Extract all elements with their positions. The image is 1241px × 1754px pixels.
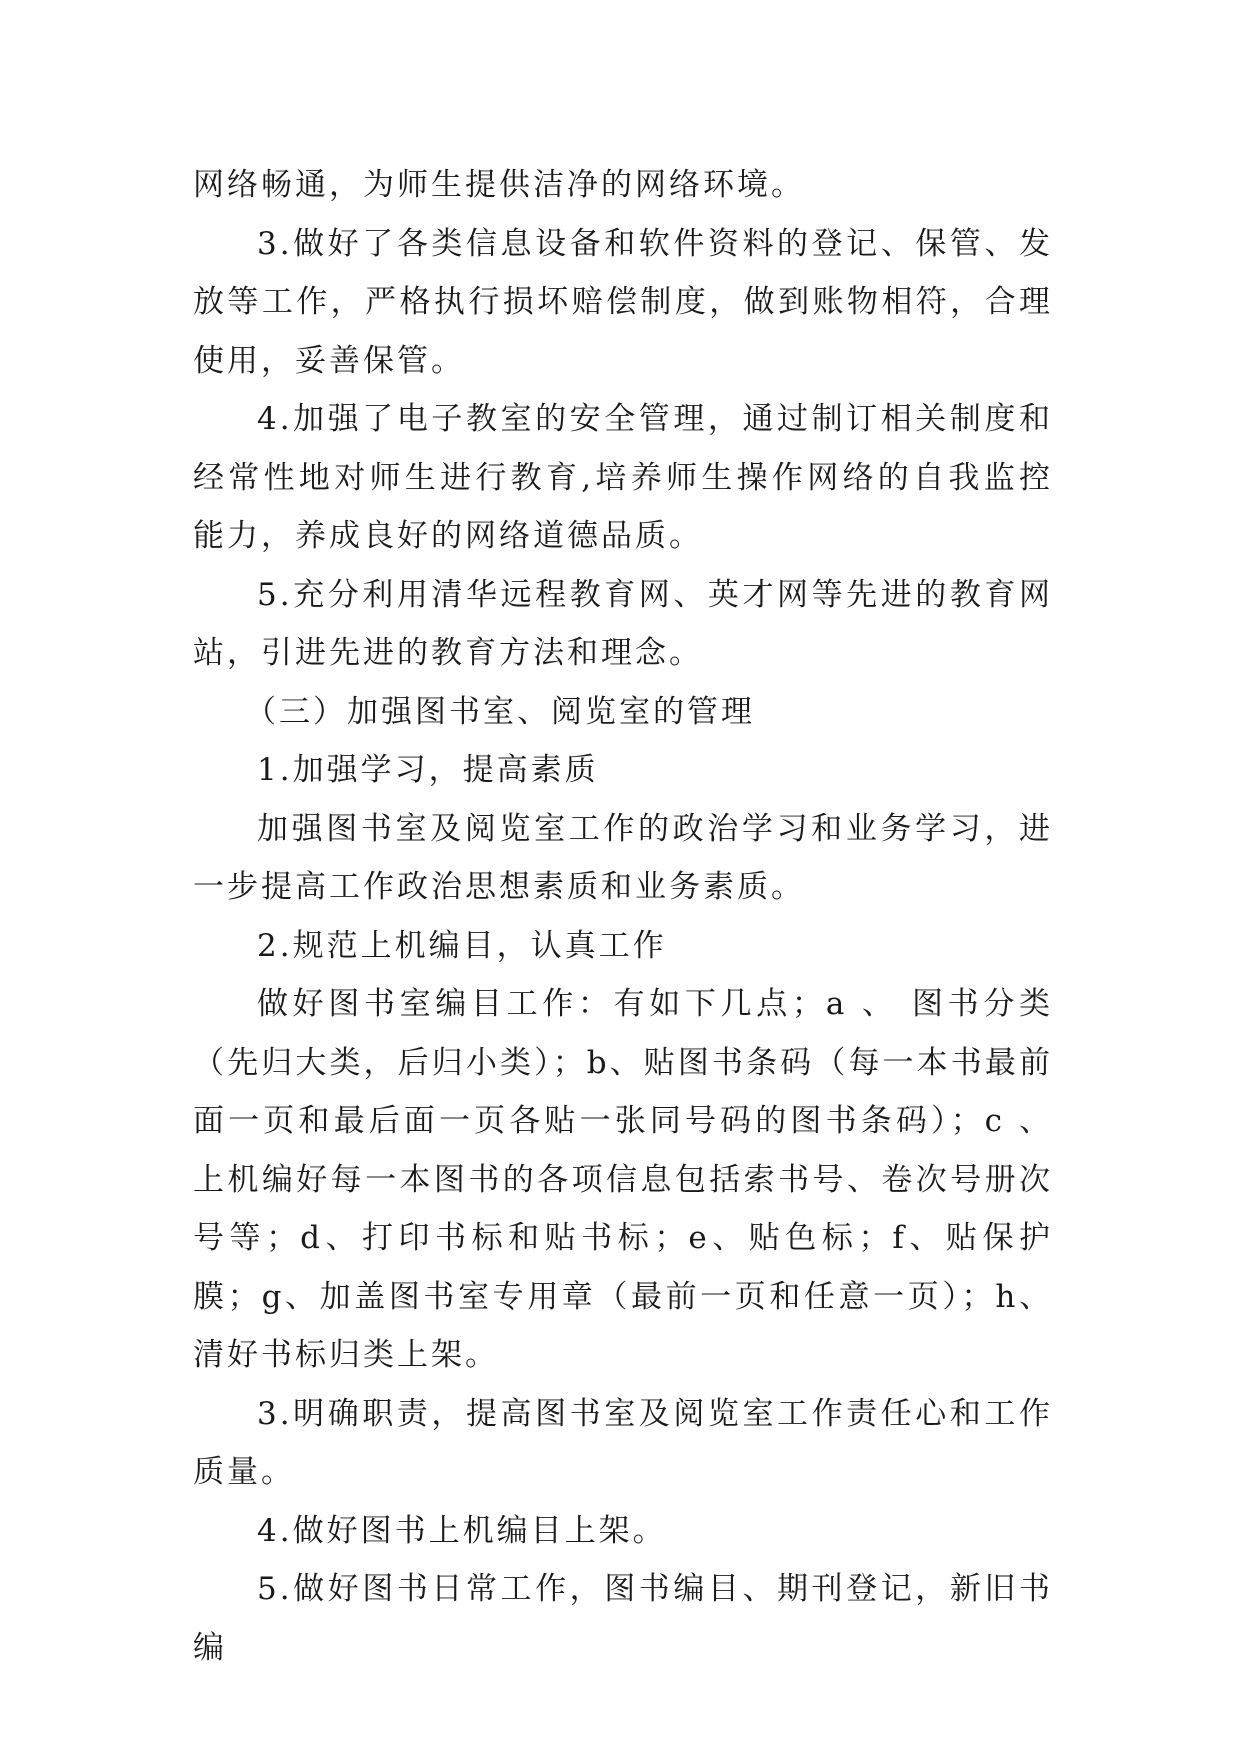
paragraph-shelving: 4.做好图书上机编目上架。	[257, 1512, 667, 1549]
section-heading-library: （三）加强图书室、阅览室的管理	[245, 693, 755, 730]
subheading-cataloging: 2.规范上机编目，认真工作	[257, 927, 667, 964]
paragraph-item-3-equipment: 3.做好了各类信息设备和软件资料的登记、保管、发放等工作，严格执行损坏赔偿制度，做到账物相符，合理使用，妥善保管。	[193, 225, 1053, 379]
paragraph-responsibility: 3.明确职责，提高图书室及阅览室工作责任心和工作质量。	[193, 1395, 1053, 1490]
paragraph-item-4-security: 4.加强了电子教室的安全管理，通过制订相关制度和经常性地对师生进行教育,培养师生操作网络的自我监控能力，养成良好的网络道德品质。	[193, 401, 1053, 554]
document-body	[193, 156, 1053, 1677]
paragraph-continuation: 网络畅通，为师生提供洁净的网络环境。	[193, 167, 805, 203]
paragraph-study: 加强图书室及阅览室工作的政治学习和业务学习，进一步提高工作政治思想素质和业务素质。	[193, 810, 1053, 905]
paragraph-item-5-websites: 5.充分利用清华远程教育网、英才网等先进的教育网站，引进先进的教育方法和理念。	[193, 576, 1053, 671]
paragraph-daily-work: 5.做好图书日常工作，图书编目、期刊登记，新旧书编	[193, 1571, 1053, 1666]
paragraph-cataloging: 做好图书室编目工作：有如下几点；a 、 图书分类（先归大类，后归小类）；b、贴图书条码（每一本书最前面一页和最后面一页各贴一张同号码的图书条码）；c 、上机编好每一本图书的各项信息包括索书号、卷次号册次号等；d、打印书标和贴书标；e、贴色标；f、贴保护膜；g、加盖图书室专用章（最前一页和任意一页）；h、清好书标归类上架。	[193, 986, 1053, 1373]
subheading-study: 1.加强学习，提高素质	[257, 752, 599, 788]
